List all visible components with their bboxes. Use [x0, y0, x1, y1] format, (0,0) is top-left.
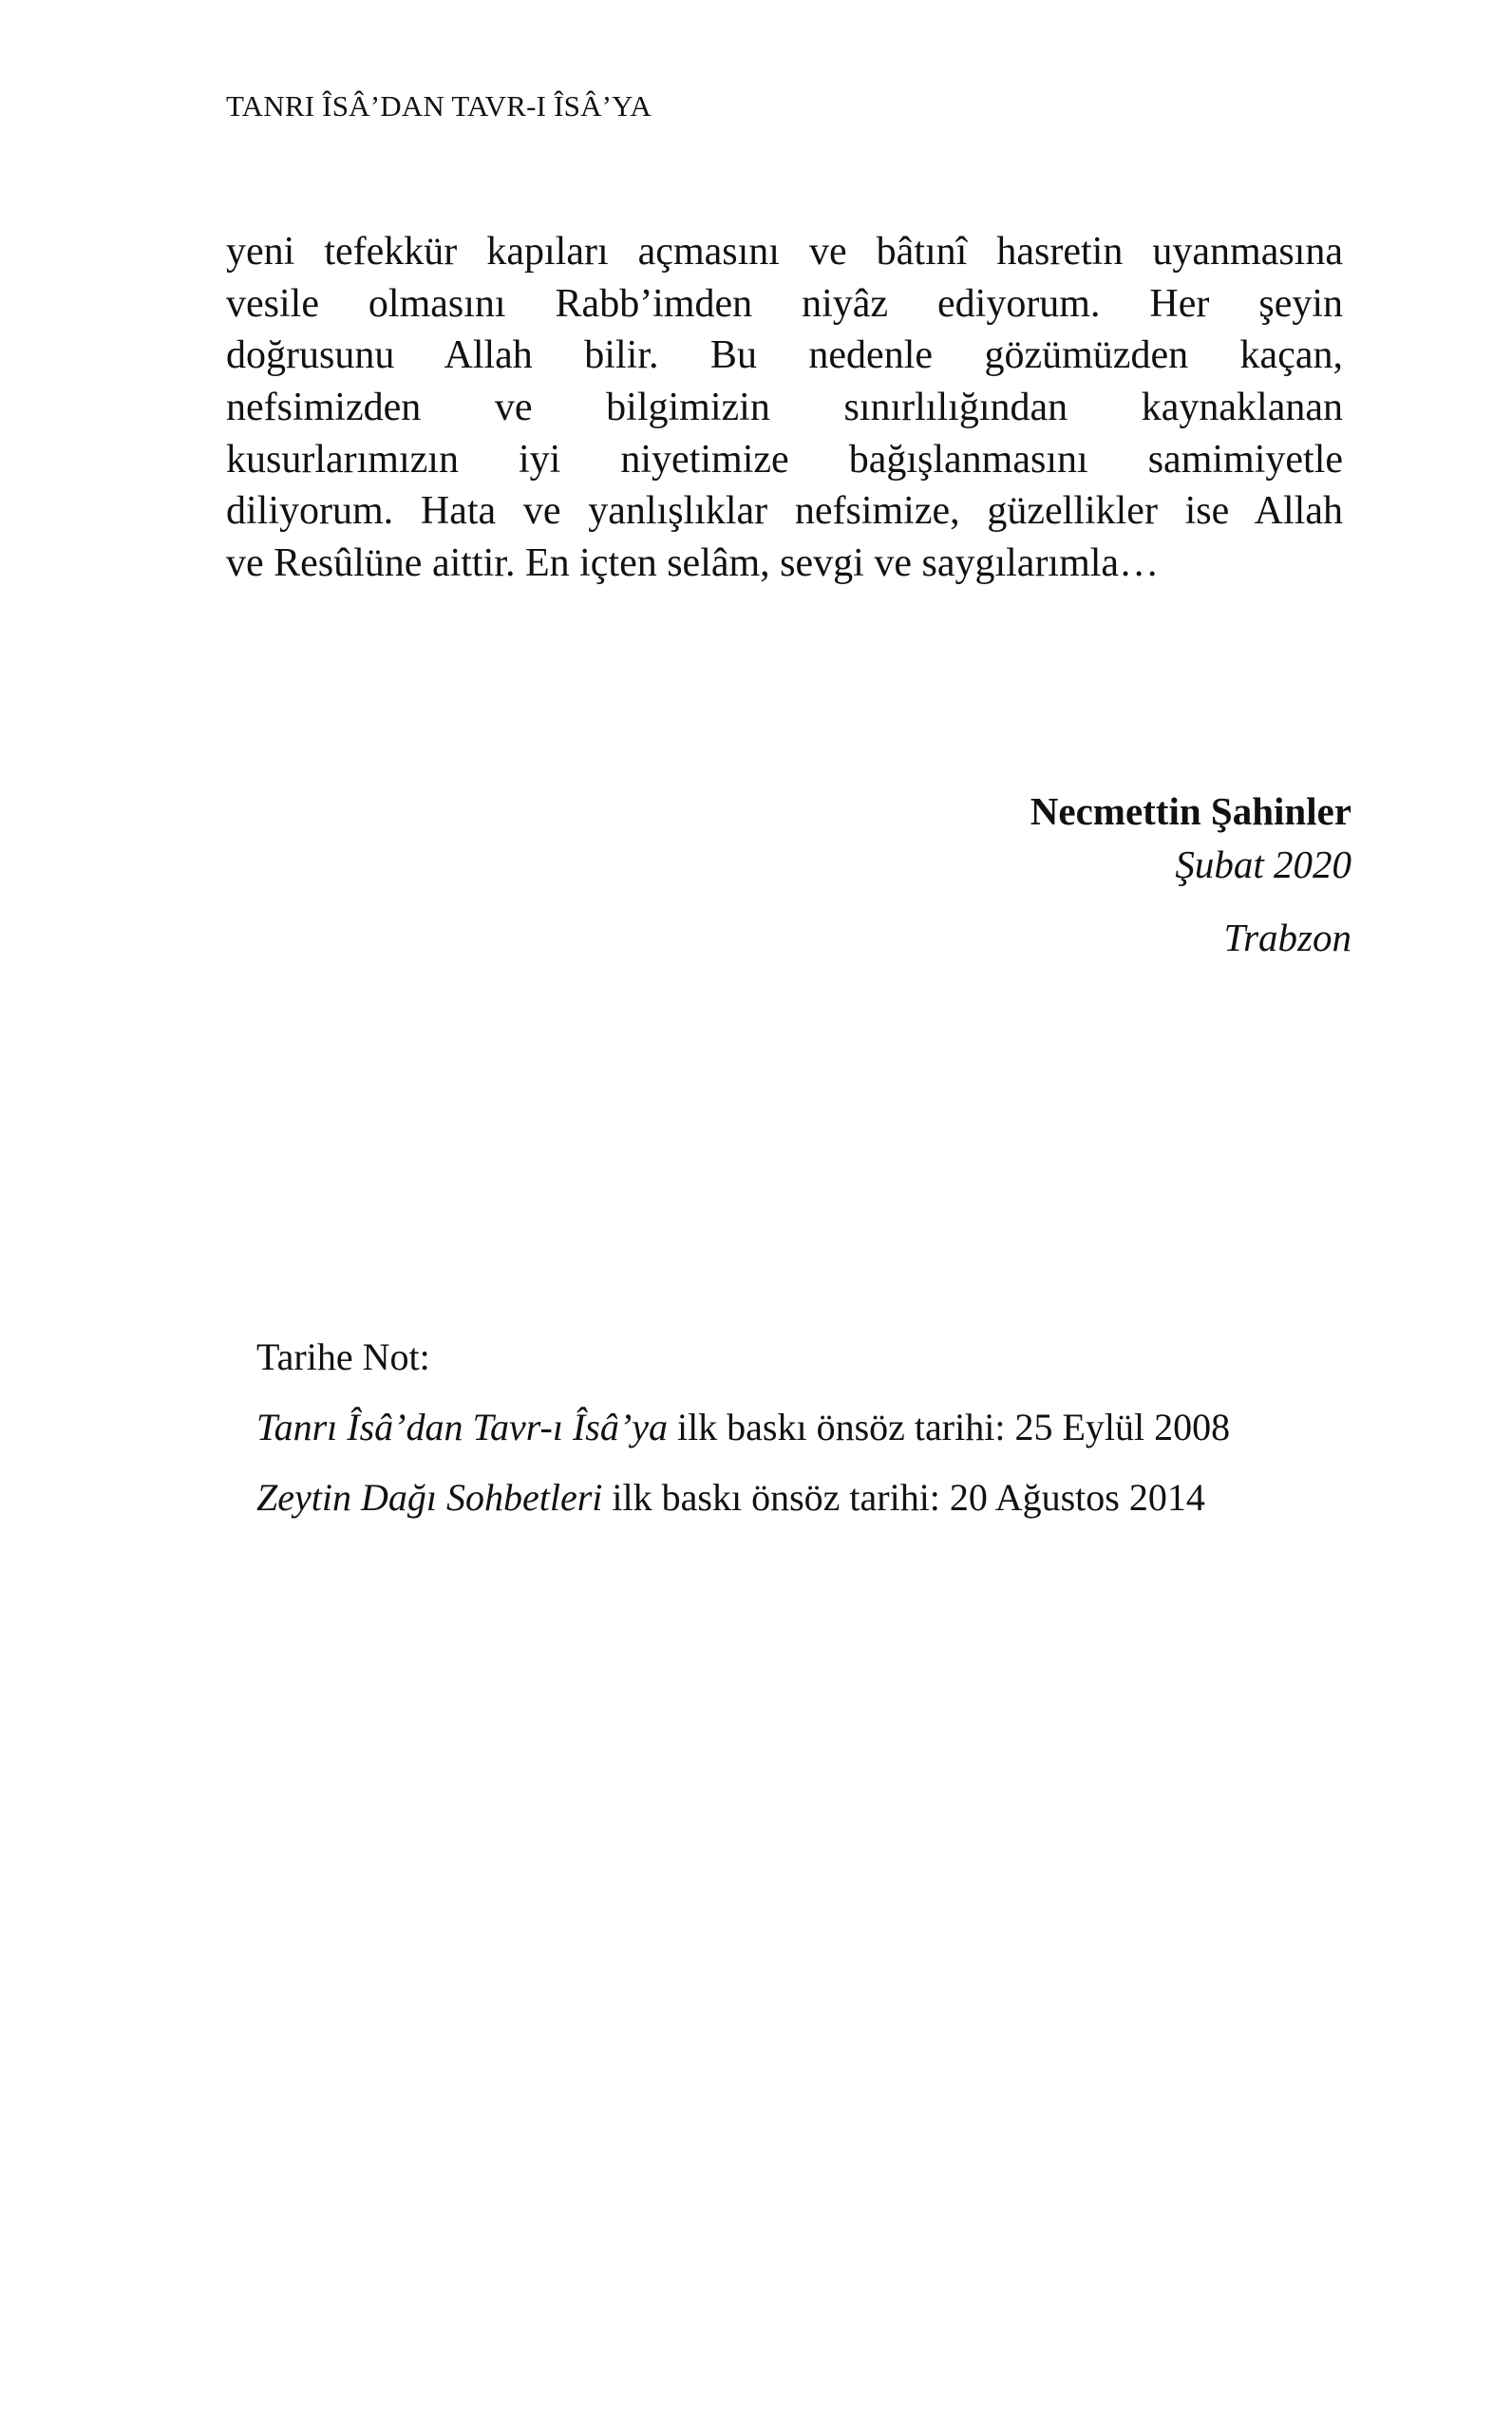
note-title: Tarihe Not:	[256, 1335, 430, 1378]
note-entry-text: ilk baskı önsöz tarihi: 25 Eylül 2008	[667, 1406, 1231, 1448]
running-header: TANRI ÎSÂ’DAN TAVR-I ÎSÂ’YA	[226, 89, 652, 123]
note-entry	[256, 1392, 1230, 1463]
book-title: Tanrı Îsâ’dan Tavr-ı Îsâ’ya	[256, 1406, 668, 1448]
body-line: doğrusunu Allah bilir. Bu nedenle gözümüzden kaçan,	[226, 333, 1343, 378]
historical-note	[256, 1322, 1230, 1533]
body-line: kusurlarımızın iyi niyetimize bağışlanmasını samimiyetle	[226, 437, 1343, 482]
body-line: yeni tefekkür kapıları açmasını ve bâtınî hasretin uyanmasına	[226, 230, 1343, 274]
note-entry	[256, 1463, 1230, 1533]
body-line: ve Resûlüne aittir. En içten selâm, sevgi ve saygılarımla…	[226, 541, 1160, 586]
signature-date: Şubat 2020	[1175, 842, 1351, 886]
body-paragraph	[226, 226, 1343, 590]
signature-place: Trabzon	[1223, 916, 1351, 959]
body-line: diliyorum. Hata ve yanlışlıklar nefsimize, güzellikler ise Allah	[226, 489, 1343, 534]
body-line: vesile olmasını Rabb’imden niyâz ediyorum. Her şeyin	[226, 281, 1343, 326]
body-line: nefsimizden ve bilgimizin sınırlılığından kaynaklanan	[226, 386, 1343, 430]
note-entry-text: ilk baskı önsöz tarihi: 20 Ağustos 2014	[602, 1476, 1205, 1519]
signature-block	[1030, 775, 1351, 974]
author-name: Necmettin Şahinler	[1030, 789, 1351, 833]
book-title: Zeytin Dağı Sohbetleri	[256, 1476, 603, 1519]
